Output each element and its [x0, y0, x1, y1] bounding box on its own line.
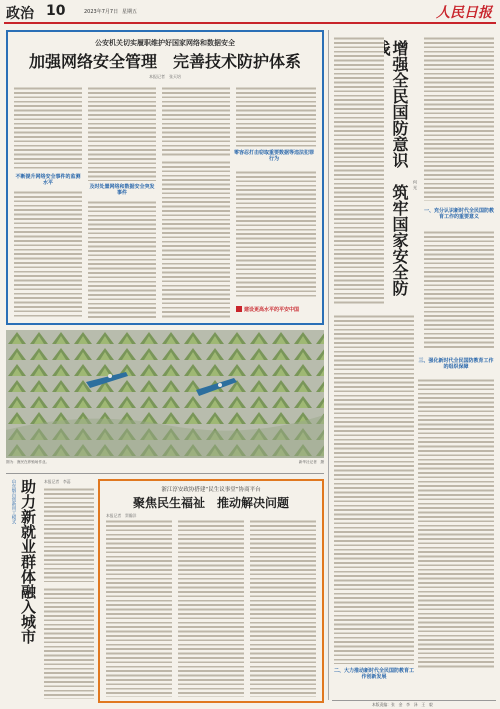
lead-body-col4	[236, 86, 316, 148]
photo-credit: 新华社记者 摄	[298, 460, 324, 464]
feature-photo	[6, 330, 324, 458]
lead-title: 加强网络安全管理 完善技术防护体系	[28, 52, 301, 71]
lead-subhead-2: 及时处置网络和数据安全突发事件	[89, 184, 155, 196]
right-subhead-2: 二、大力推动新时代全民国防教育工作创新发展	[334, 668, 415, 680]
tag-marker-icon	[236, 306, 242, 312]
photo-caption-text: 图为：渔民在养殖场作业。	[6, 460, 50, 464]
left-body-b	[44, 587, 94, 699]
right-body-col-a	[334, 36, 384, 306]
masthead-rule	[4, 22, 496, 24]
bottom-body-col2	[178, 519, 244, 697]
photo-rule	[6, 473, 324, 474]
left-body-a	[44, 487, 94, 582]
lead-article-box	[6, 30, 324, 325]
photo-caption	[6, 460, 324, 465]
bottom-kicker: 浙江淳安政协搭建“民生议事堂”协商平台	[161, 487, 261, 493]
right-article	[332, 30, 496, 700]
lead-subhead-1: 不断提升网络安全事件的监测水平	[15, 174, 81, 186]
lead-body-col2	[88, 86, 156, 181]
footer-editors: 本版责编：张 金 李 泽 王 毅	[372, 702, 433, 707]
photo-drawing	[6, 330, 324, 458]
left-title: 助力新就业群体融入城市	[19, 479, 37, 644]
left-article	[6, 477, 94, 703]
lead-body-col4b	[236, 170, 316, 298]
lead-byline: 本报记者 张天培	[149, 74, 181, 79]
bottom-article-box	[98, 479, 324, 703]
left-byline: 本报记者 李蕊	[44, 479, 71, 484]
section-label: 政治	[6, 6, 34, 22]
lead-tag-text: 建设更高水平的平安中国	[244, 306, 300, 313]
column-divider	[328, 30, 329, 700]
right-body-col-b	[424, 36, 494, 201]
bottom-body-col3	[250, 519, 316, 697]
lead-body-col3	[162, 86, 230, 156]
bottom-title: 聚焦民生福祉 推动解决问题	[132, 496, 289, 510]
right-author: 何 光	[413, 180, 418, 190]
masthead-logo: 人民日报	[436, 5, 492, 21]
issue-date: 2023年7月7日	[84, 9, 119, 15]
lead-tag	[236, 304, 320, 314]
left-kicker: 山东烟台创新用工模式	[11, 479, 16, 524]
page-number: 10	[46, 3, 66, 19]
right-body-col-c	[424, 230, 494, 350]
right-body-col-d	[334, 314, 414, 664]
right-title: 增强全民国防意识 筑牢国家安全防	[390, 40, 409, 296]
lead-body-col2b	[88, 200, 156, 318]
lead-body-col1	[14, 86, 82, 170]
lead-body-col1b	[14, 190, 82, 318]
masthead	[0, 0, 500, 22]
footer-rule	[332, 700, 496, 701]
issue-weekday: 星期五	[122, 9, 138, 15]
right-subhead-3: 三、强化新时代全民国防教育工作的组织保障	[418, 358, 494, 370]
bottom-byline: 本报记者 窦瀚洋	[106, 513, 137, 518]
lead-subhead-3: 零容忍打击窃取重要数据等违法犯罪行为	[234, 150, 315, 162]
right-subhead-1: 一、充分认识新时代全民国防教育工作的重要意义	[424, 208, 495, 220]
lead-body-col3b	[162, 160, 230, 318]
bottom-body-col1	[106, 519, 172, 697]
lead-kicker: 公安机关切实履职维护好国家网络和数据安全	[95, 39, 235, 47]
right-body-col-e	[418, 378, 494, 668]
